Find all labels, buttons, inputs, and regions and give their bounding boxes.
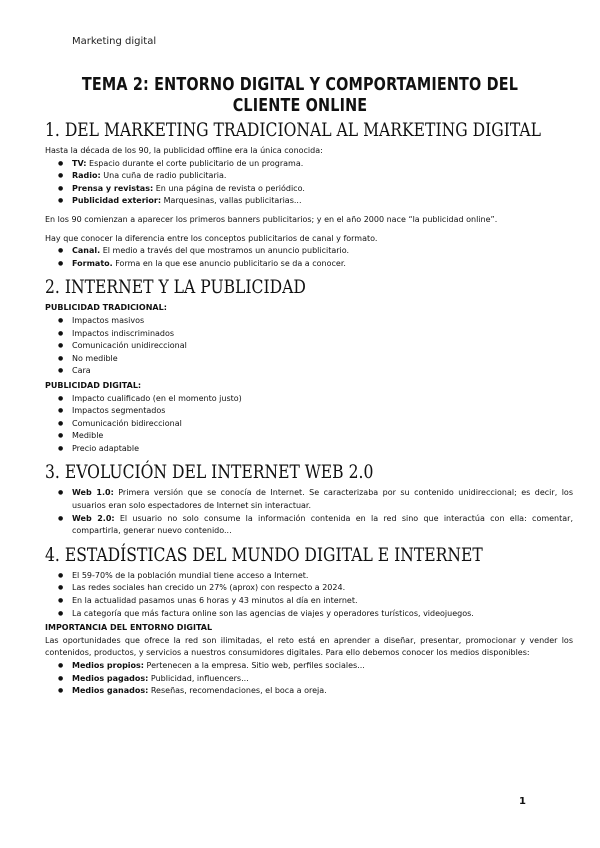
- list-item: ● Web 2.0: El usuario no solo consume la información contenida en la red sino que interactúa con ella: comentar, compartirla, generar nuevo contenido...: [45, 513, 573, 538]
- traditional-advertising-subheading: PUBLICIDAD TRADICIONAL:: [45, 303, 167, 313]
- web-versions-list: [45, 487, 573, 537]
- list-item: ● El 59-70% de la población mundial tiene acceso a Internet.: [45, 570, 573, 583]
- document-body: [45, 118, 573, 698]
- statistics-list: [45, 570, 573, 620]
- list-item: ● Impactos indiscriminados: [45, 328, 573, 341]
- page-number: 1: [519, 796, 526, 807]
- list-item: ● En la actualidad pasamos unas 6 horas y 43 minutos al día en internet.: [45, 595, 573, 608]
- list-item: ● Medios ganados: Reseñas, recomendaciones, el boca a oreja.: [45, 685, 573, 698]
- list-item: ● Cara: [45, 365, 573, 378]
- list-item: ● Impactos segmentados: [45, 405, 573, 418]
- digital-advertising-list: [45, 393, 573, 456]
- section-1-paragraph-2: En los 90 comienzan a aparecer los primeros banners publicitarios; y en el año 2000 nace “la publicidad online”.: [45, 214, 498, 224]
- digital-advertising-subheading: PUBLICIDAD DIGITAL:: [45, 380, 142, 390]
- section-1-heading: 1. DEL MARKETING TRADICIONAL AL MARKETING DIGITAL: [45, 119, 542, 141]
- list-item: ● La categoría que más factura online son las agencias de viajes y operadores turísticos, videojuegos.: [45, 608, 573, 621]
- list-item: ● Las redes sociales han crecido un 27% (aprox) con respecto a 2024.: [45, 582, 573, 595]
- section-1-intro: Hasta la década de los 90, la publicidad offline era la única conocida:: [45, 146, 323, 155]
- list-item: ● Canal. El medio a través del que mostramos un anuncio publicitario.: [45, 245, 573, 258]
- list-item: ● Medios pagados: Publicidad, influencers...: [45, 673, 573, 686]
- document-title: TEMA 2: ENTORNO DIGITAL Y COMPORTAMIENTO DEL CLIENTE ONLINE: [81, 74, 519, 116]
- list-item: ● Medible: [45, 430, 573, 443]
- list-item: ● Comunicación unidireccional: [45, 340, 573, 353]
- section-1-paragraph-3: Hay que conocer la diferencia entre los conceptos publicitarios de canal y formato.: [45, 233, 378, 243]
- list-item: ● No medible: [45, 353, 573, 366]
- list-item: ● Formato. Forma en la que ese anuncio publicitario se da a conocer.: [45, 258, 573, 271]
- digital-environment-subheading: IMPORTANCIA DEL ENTORNO DIGITAL: [45, 623, 213, 633]
- media-types-list: [45, 660, 573, 698]
- list-item: ● Radio: Una cuña de radio publicitaria.: [45, 170, 573, 183]
- section-2-heading: 2. INTERNET Y LA PUBLICIDAD: [45, 276, 306, 299]
- list-item: ● Web 1.0: Primera versión que se conocía de Internet. Se caracterizaba por su contenido unidireccional; es decir, los usuarios eran solo espectadores de Internet sin interactuar.: [45, 487, 573, 512]
- list-item: ● TV: Espacio durante el corte publicitario de un programa.: [45, 158, 573, 171]
- digital-environment-paragraph: Las oportunidades que ofrece la red son ilimitadas, el reto está en aprender a diseñar, presentar, promocionar y vender los contenidos, productos, y servicios a nuestros consumidores digitales. Para ello debemos conocer los medios disponibles:: [45, 635, 573, 658]
- section-3-heading: 3. EVOLUCIÓN DEL INTERNET WEB 2.0: [45, 461, 374, 484]
- list-item: ● Impactos masivos: [45, 315, 573, 328]
- offline-media-list: [45, 158, 573, 208]
- section-4-heading: 4. ESTADÍSTICAS DEL MUNDO DIGITAL E INTERNET: [45, 543, 483, 566]
- list-item: ● Medios propios: Pertenecen a la empresa. Sitio web, perfiles sociales...: [45, 660, 573, 673]
- traditional-advertising-list: [45, 315, 573, 378]
- list-item: ● Comunicación bidireccional: [45, 418, 573, 431]
- list-item: ● Precio adaptable: [45, 443, 573, 456]
- list-item: ● Impacto cualificado (en el momento justo): [45, 393, 573, 406]
- page-header: Marketing digital: [72, 36, 157, 47]
- list-item: ● Prensa y revistas: En una página de revista o periódico.: [45, 183, 573, 196]
- list-item: ● Publicidad exterior: Marquesinas, vallas publicitarias...: [45, 195, 573, 208]
- channel-format-list: [45, 245, 573, 270]
